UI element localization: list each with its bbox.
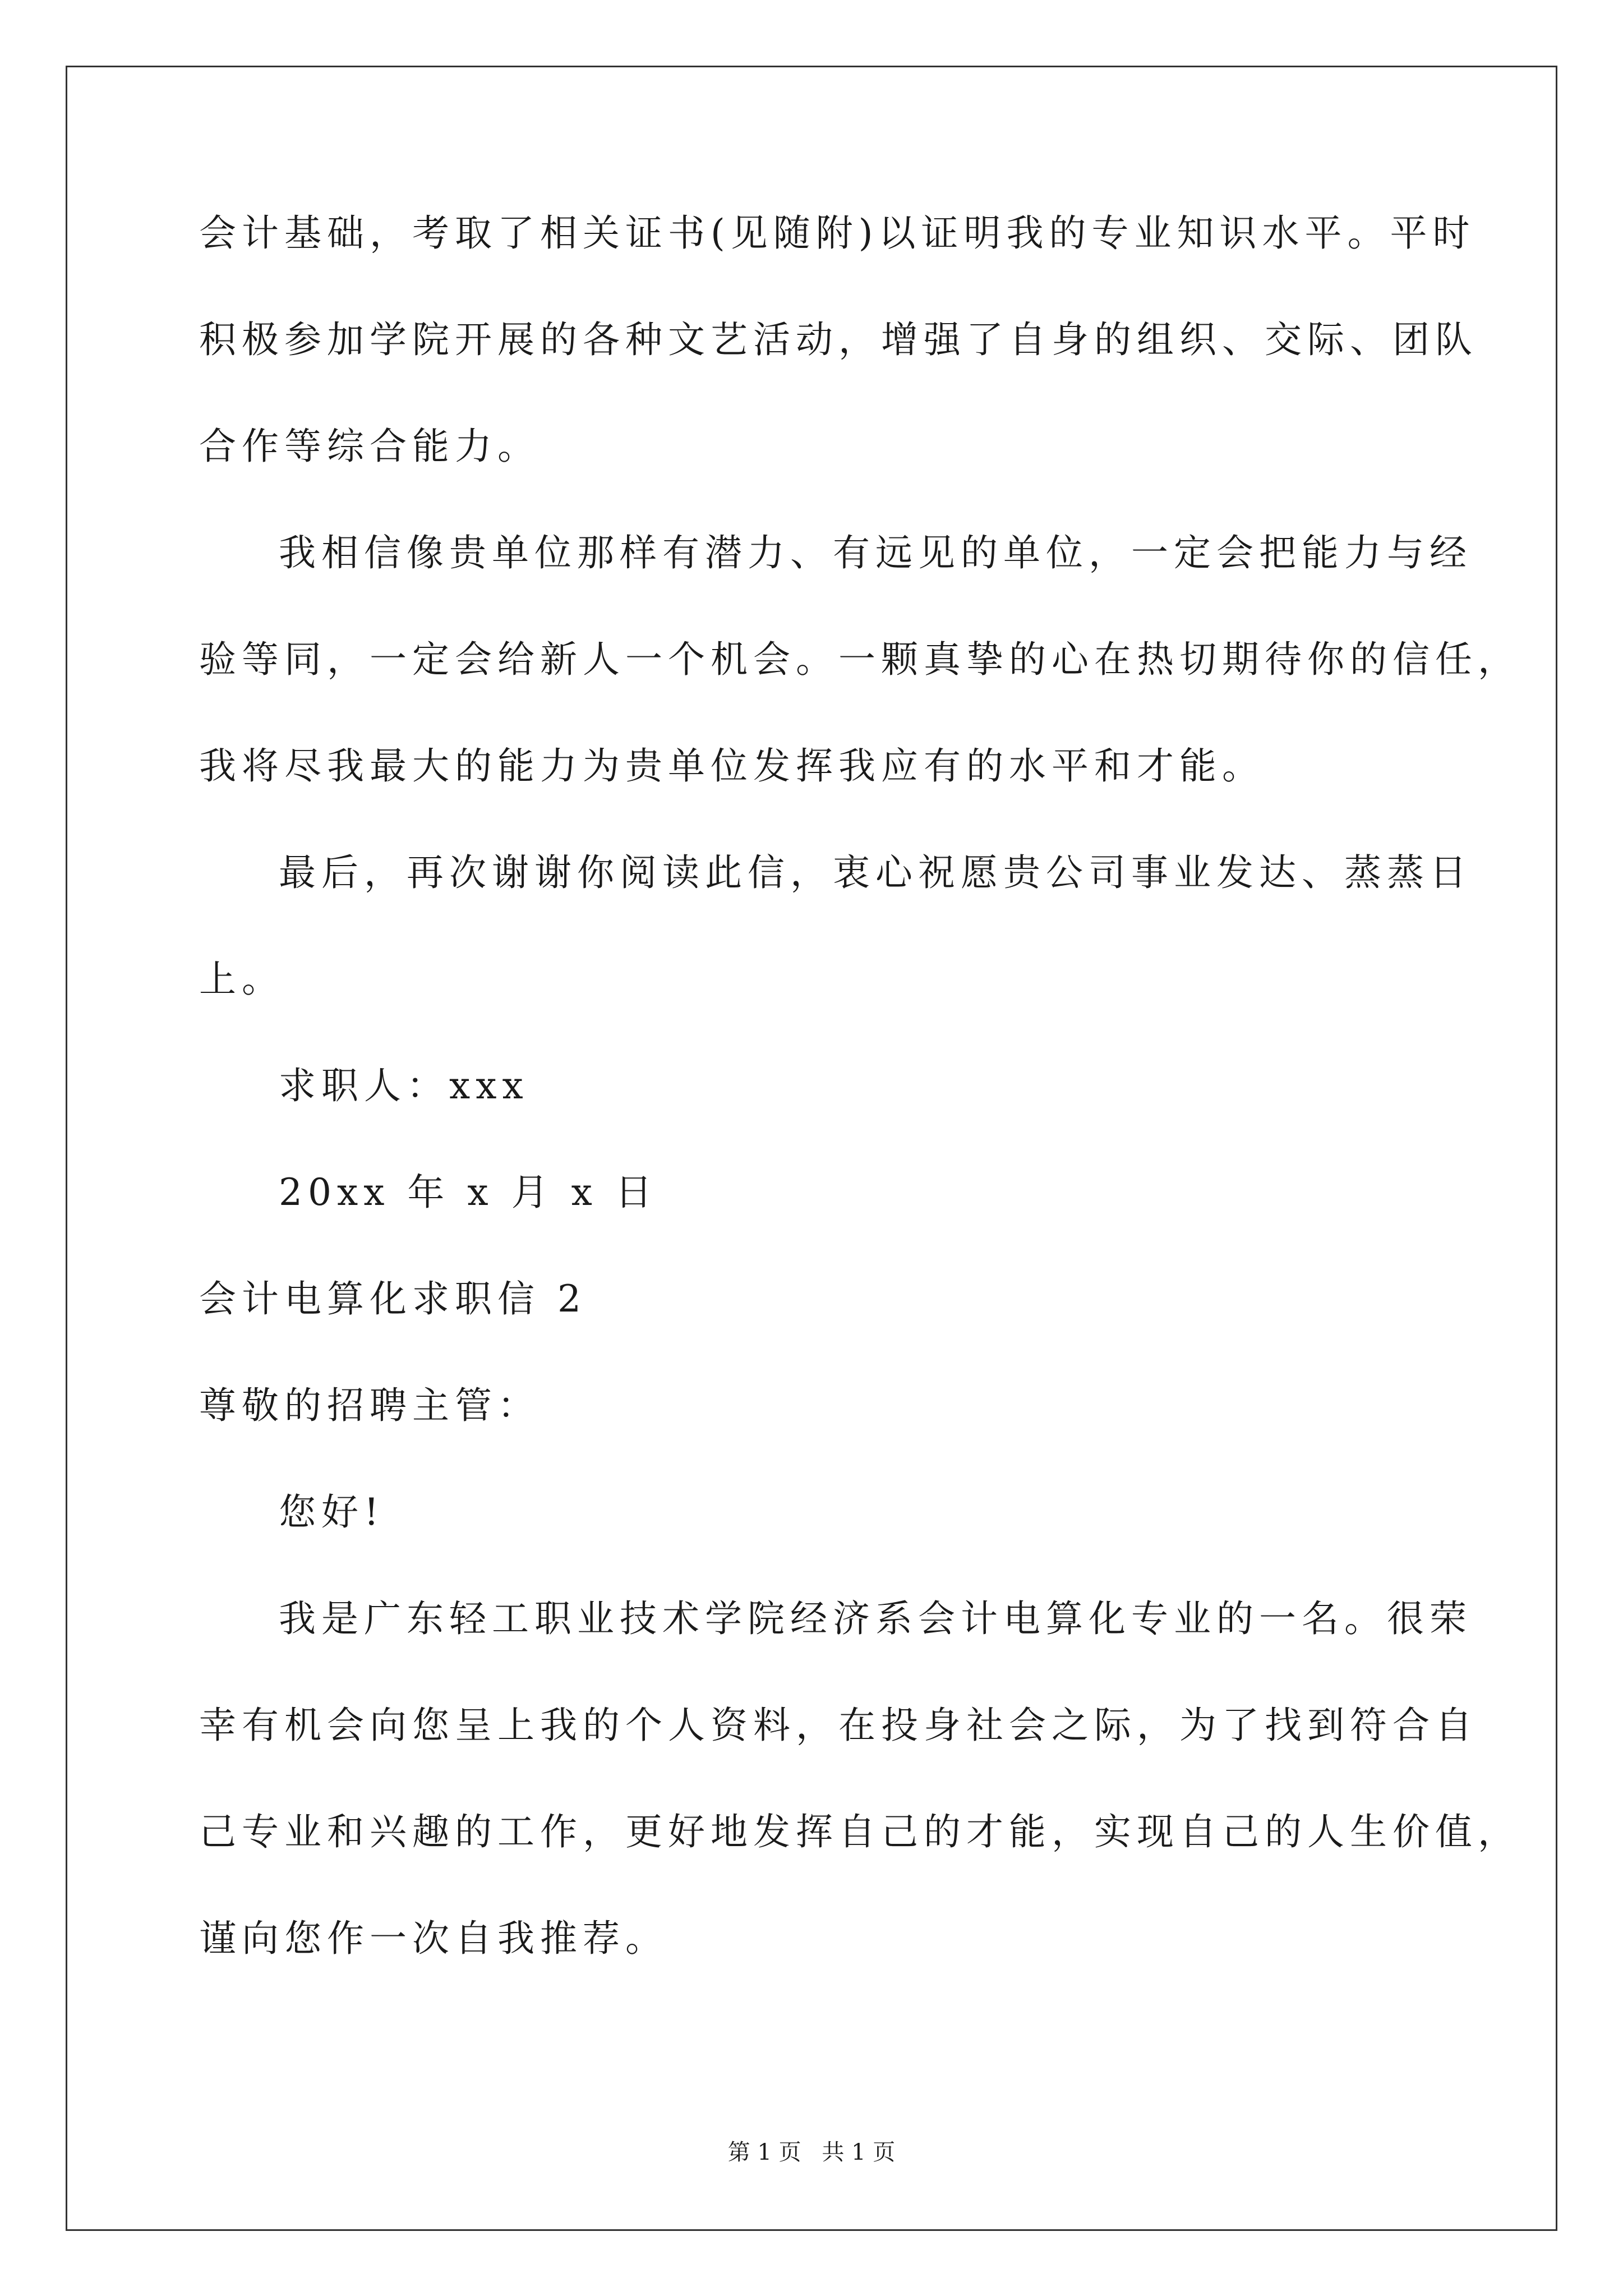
signature-line: 求职人：xxx: [279, 1064, 529, 1107]
page-total: 共 1 页: [822, 2139, 896, 2165]
paragraph-line: 验等同，一定会给新人一个机会。一颗真挚的心在热切期待你的信任，: [199, 638, 1520, 681]
section-title: 会计电算化求职信 2: [199, 1277, 587, 1320]
paragraph-line: 幸有机会向您呈上我的个人资料，在投身社会之际，为了找到符合自: [199, 1704, 1478, 1747]
paragraph-line: 最后，再次谢谢你阅读此信，衷心祝愿贵公司事业发达、蒸蒸日: [279, 851, 1472, 894]
page-footer: [0, 2138, 1623, 2166]
date-line: 20xx 年 x 月 x 日: [279, 1171, 658, 1214]
salutation: 尊敬的招聘主管：: [199, 1384, 540, 1427]
paragraph-line: 我是广东轻工职业技术学院经济系会计电算化专业的一名。很荣: [279, 1597, 1472, 1640]
greeting: 您好!: [279, 1490, 385, 1534]
paragraph-line: 上。: [199, 958, 284, 1001]
paragraph-line: 我将尽我最大的能力为贵单位发挥我应有的水平和才能。: [199, 744, 1265, 788]
paragraph-line: 己专业和兴趣的工作，更好地发挥自己的才能，实现自己的人生价值，: [199, 1810, 1520, 1853]
paragraph-line: 积极参加学院开展的各种文艺活动，增强了自身的组织、交际、团队: [199, 318, 1478, 361]
page-number: 第 1 页: [727, 2139, 801, 2165]
paragraph-line: 谨向您作一次自我推荐。: [199, 1917, 668, 1960]
paragraph-line: 会计基础，考取了相关证书(见随附)以证明我的专业知识水平。平时: [199, 211, 1476, 255]
paragraph-line: 合作等综合能力。: [199, 425, 540, 468]
paragraph-line: 我相信像贵单位那样有潜力、有远见的单位，一定会把能力与经: [279, 531, 1472, 574]
page-frame: [66, 66, 1557, 2231]
